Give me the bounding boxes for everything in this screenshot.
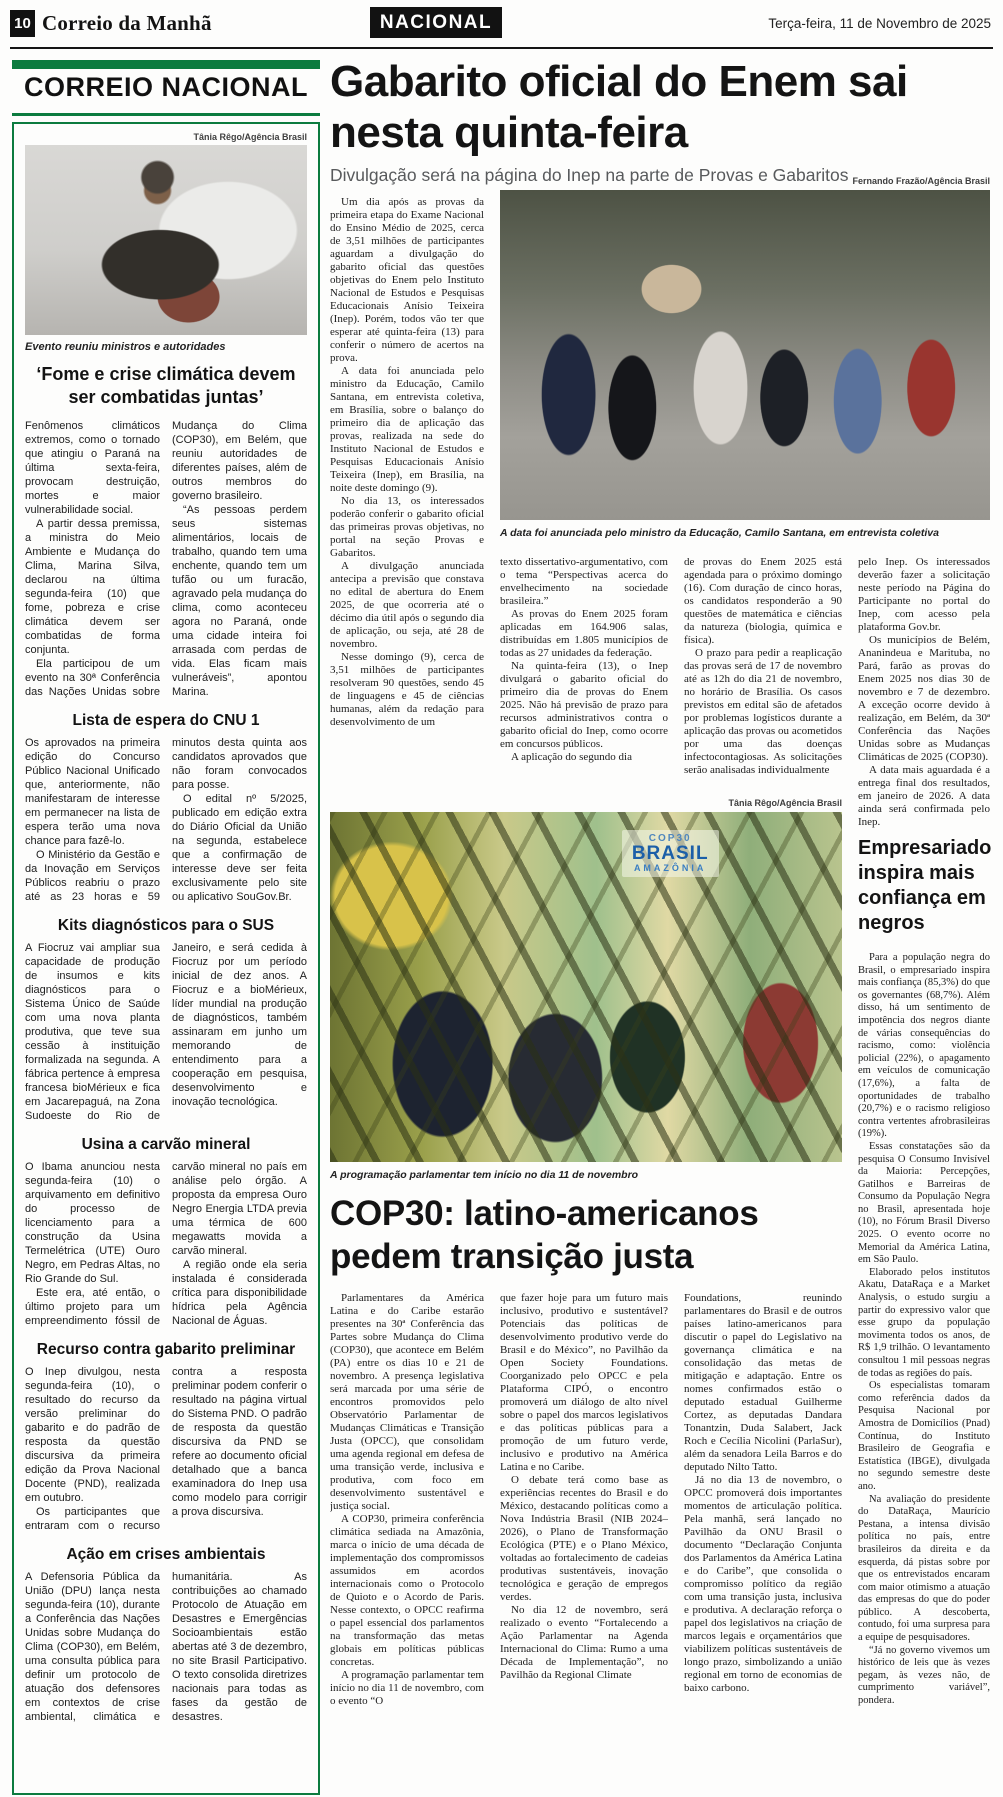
article-paragraph: O edital nº 5/2025, publicado em edição extra do Diário Oficial da União na segunda, estabelece que a confirmação de interesse deve ser feita exclusivamente pelo site ou aplicativo SouGov.Br. [172,793,307,903]
enem-column-1 [330,196,484,800]
header-rule [10,47,993,49]
article-paragraph: Este era, até então, o último projeto para um empreendimento fóssil de carvão mineral no país em análise pelo órgão. A proposta da empresa Ouro Negro Energia LTDA previa uma térmica de 600 megawatts movida a carvão mineral. [25,1161,307,1327]
newspaper-brand: Correio da Manhã [42,11,212,35]
article-paragraph: Na quinta-feira (13), o Inep divulgará o gabarito oficial do primeiro dia de provas do Enem 2025. Não há previsão de prazo para recursos administrativos contra o gabarito oficial do Inep, como ocorre em concursos públicos. [500,660,668,750]
article-paragraph: Essas constatações são da pesquisa O Consumo Invisível da Maioria: Percepções, Gatilhos e Barreiras de Consumo da População Negra no Brasil, apresentada hoje (10), no Fórum Brasil Diverso 2025. O evento ocorre no Memorial da América Latina, em São Paulo. [858,1140,990,1266]
article-paragraph: Ela participou de um evento na 30ª Conferência das Nações Unidas sobre Mudança do Clima (COP30), em Belém, que reuniu autoridades de diferentes países, além de outros membros do governo brasileiro. [25,420,307,698]
cop30-column-3 [684,1292,842,1795]
cop30-headline: COP30: latino-americanos pedem transição justa [330,1194,759,1276]
article-paragraph: O Inep divulgou, nesta segunda-feira (10), o resultado do recurso da versão preliminar do gabarito e do padrão de resposta da questão discursiva da primeira edição da Prova Nacional Docente (PND), realizada em outubro. [25,1366,160,1504]
rail-box [12,122,320,1795]
article-paragraph: Foundations, reunindo parlamentares do Brasil e de outros países latino-americanos para discutir o papel do Legislativo na governança climática e na consolidação das metas de mitigação e adaptação. Entre os nomes confirmados estão o deputado estadual Guilherme Cortez, as deputadas Dandara Tonantzin, Duda Salabert, Jack Roch e Cecília Nicolini (ParlaSur), além da senadora Leila Barros e do deputado Nilto Tatto. [684,1292,842,1473]
rail-section-heading: Ação em crises ambientais [66,1546,266,1563]
rail-green-rule [12,113,320,116]
article-paragraph: “Já no governo vivemos um histórico de leis que às vezes pegam, às vezes não, de cumprimento variável”, pondera. [858,1644,990,1707]
article-paragraph: A divulgação anunciada antecipa a previsão que constava no edital de abertura do Enem 2025, de que ocorreria até o décimo dia útil após o segundo dia de aplicação, ou seja, até 28 de novembro. [330,560,484,650]
article-paragraph: Os aprovados na primeira edição do Concurso Público Nacional Unificado que, anteriormente, não manifestaram de interesse em permanecer na lista de espera terão uma nova chance para fazê-lo. [25,737,160,847]
rail-section-text [25,736,307,904]
rail-section-text [25,1160,307,1328]
article-paragraph: Os municípios de Belém, Ananindeua e Marituba, no Pará, farão as provas do Enem 2025 nos dias 30 de novembro e 7 de dezembro. A exceção ocorre devido à realização, em Belém, da 30ª Conferência das Nações Unidas sobre as Mudanças Climáticas de 2025 (COP30). [858,634,990,763]
sign-line: COP30 [648,832,692,844]
cop30-photo [330,812,842,1162]
sign-line: BRASIL [631,843,709,864]
article-paragraph: que fazer hoje para um futuro mais inclusivo, produtivo e sustentável? Potenciais das políticas de desenvolvimento produtivo verde do Brasil e do México”, no Pavilhão da Open Society Foundations. Coorganizado pelo OPCC e pela Plataforma CIPÓ, o encontro promoverá um diálogo de alto nível sobre o papel dos marcos legislativos e das políticas públicas para a promoção de um futuro verde, inclusivo e produtivo na América Latina e no Caribe. [500,1292,668,1473]
rail-section-text [25,1365,307,1533]
article-paragraph: A Defensoria Pública da União (DPU) lança nesta segunda-feira (10), durante a Conferência das Nações Unidas sobre Mudança do Clima (COP30), em Belém, uma consulta pública para definir um protocolo de atuação dos defensores em contextos de crise ambiental, climática e humanitária. As contribuições ao chamado Protocolo de Atuação em Desastres e Emergências Socioambientais estão abertas até 3 de dezembro, no site Brasil Participativo. O texto consolida diretrizes nacionais para todas as fases da gestão de desastres. [25,1571,307,1723]
main-photo-caption: A data foi anunciada pelo ministro da Educação, Camilo Santana, em entrevista coletiva [500,527,939,539]
rail-section-text [25,1570,307,1724]
article-paragraph: O debate terá como base as experiências recentes do Brasil e do México, destacando políticas como a Nova Indústria Brasil (NIB 2024–2026), o Plano de Transformação Ecológica (PTE) e o Plano México, voltadas ao fortalecimento de cadeias produtivas sustentáveis, inovação tecnológica e geração de empregos verdes. [500,1474,668,1603]
article-paragraph: Na avaliação do presidente do DataRaça, Maurício Pestana, a intensa divisão política no país, entre brasileiros da direita e da esquerda, dá pistas sobre por que os entrevistados encaram com maior otimismo a atuação das empresas do que do poder público. A descoberta, contudo, foi uma surpresa para a equipe de pesquisadores. [858,1493,990,1644]
rail-headline: ‘Fome e crise climática devem ser combatidas juntas’ [36,364,296,407]
article-paragraph: A aplicação do segundo dia [511,751,632,763]
article-paragraph: Os participantes que entraram com o recurso contra a resposta preliminar podem conferir o resultado na página virtual do Sistema PND. O padrão de resposta da questão discursiva da PND se refere ao documento oficial detalhado que a banca examinadora do Inep usa como modelo para corrigir a prova discursiva. [25,1366,307,1532]
enem-column-4 [858,556,990,834]
empresariado-headline: Empresariado inspira mais confiança em negros [858,837,992,934]
rail-photo-caption: Evento reuniu ministros e autoridades [25,341,226,353]
article-paragraph: texto dissertativo-argumentativo, com o tema “Perspectivas acerca do envelhecimento na sociedade brasileira.” [500,556,668,607]
article-paragraph: As provas do Enem 2025 foram aplicadas em 164.906 salas, distribuídas em 1.805 municípios de todas as 27 unidades da federação. [500,608,668,659]
article-paragraph: A Fiocruz vai ampliar sua capacidade de produção de insumos e kits diagnósticos para o Sistema Único de Saúde com uma nova planta produtiva, que teve sua cessão à instituição formalizada na segunda. A fábrica pertence à empresa francesa bioMérieux e fica em Jacarepaguá, na Zona Sudoeste do Rio de Janeiro, e será cedida à Fiocruz por um período inicial de dez anos. A Fiocruz e a bioMérieux, líder mundial na produção de diagnósticos, também assinaram em junho um memorando de entendimento para a cooperação em pesquisa, desenvolvimento e inovação tecnológica. [25,942,307,1122]
article-paragraph: Para a população negra do Brasil, o empresariado inspira mais confiança (85,3%) do que os governantes (68,7%). Além disso, há um sentimento de impotência dos negros diante de várias consequências do racismo, como: violência policial (22%), o apagamento em veículos de comunicação (17,6%), a falta de oportunidades de trabalho (20,7%) e o racismo religioso contra vertentes afrobrasileiras (19%). [858,952,990,1140]
dateline: Terça-feira, 11 de Novembro de 2025 [768,16,991,31]
article-paragraph: Os especialistas tomaram como referência dados da Pesquisa Nacional por Amostra de Domicílios (Pnad) Contínua, do Instituto Brasileiro de Geografia e Estatística (IBGE), divulgada no segundo semestre deste ano. [858,1380,990,1492]
article-paragraph: O Ministério da Gestão e da Inovação em Serviços Públicos reabriu o prazo até as 23 horas e 59 minutos desta quinta aos candidatos aprovados que não foram convocados para posse. [25,737,307,903]
empresariado-body [858,952,990,1795]
article-paragraph: No dia 12 de novembro, será realizado o evento “Fortalecendo a Ação Parlamentar na Agenda Internacional do Clima: Rumo a uma Década de Implementação”, no Pavilhão da Regional Climate [500,1604,668,1681]
article-paragraph: A COP30, primeira conferência climática sediada na Amazônia, marca o início de uma década de implementação dos compromissos assumidos em acordos internacionais como o Protocolo de Quioto e o Acordo de Paris. Nesse contexto, o OPCC reafirma o papel essencial dos parlamentos na transformação das metas globais em políticas públicas concretas. [330,1513,484,1668]
main-subhead: Divulgação será na página do Inep na parte de Provas e Gabaritos [330,165,849,185]
rail-title: CORREIO NACIONAL [24,72,308,102]
cop30-column-2 [500,1292,668,1795]
article-paragraph: Elaborado pelos institutos Akatu, DataRaça e a Market Analysis, o estudo surgiu a partir do expressivo valor que esse grupo da população movimenta todos os anos, de R$ 1,9 trilhão. O levantamento consultou 1 mil pessoas negras de todas as regiões do país. [858,1266,990,1379]
rail-section-heading: Lista de espera do CNU 1 [72,712,260,729]
main-headline: Gabarito oficial do Enem sai nesta quinta-feira [330,57,908,157]
rail-green-bar [12,60,320,69]
enem-column-3 [684,556,842,796]
article-paragraph: de provas do Enem 2025 está agendada para o próximo domingo (16). Com duração de cinco horas, os candidatos responderão a 90 questões de matemática e ciências da natureza (biologia, química e física). [684,556,842,646]
rail-section-text [25,941,307,1123]
page-number: 10 [10,10,35,37]
section-label: NACIONAL [370,7,502,38]
article-paragraph: A região onde ela seria instalada é considerada crítica para disponibilidade hídrica pela Agência Nacional de Águas. [172,1259,307,1327]
article-paragraph: A partir dessa premissa, a ministra do Meio Ambiente e Mudança do Clima, Marina Silva, declarou na última segunda-feira (10) que fome, pobreza e crise climática devem ser combatidas de forma conjunta. [25,518,160,656]
article-paragraph: pelo Inep. Os interessados deverão fazer a solicitação neste período na Página do Participante no portal do Inep, com acesso pela plataforma Gov.br. [858,556,990,633]
rail-section-heading: Kits diagnósticos para o SUS [57,917,275,934]
article-paragraph: A data foi anunciada pelo ministro da Educação, Camilo Santana, em entrevista coletiva, em Brasília, sobre o balanço do primeiro dia de aplicação das provas, realizada na sede do Instituto Nacional de Estudos e Pesquisas Educacionais Anísio Teixeira (Inep), em Brasília, na noite deste domingo (9). [330,365,484,494]
enem-column-2 [500,556,668,798]
article-paragraph: No dia 13, os interessados poderão conferir o gabarito oficial das primeiras provas objetivas, no portal na seção Provas e Gabaritos. [330,495,484,559]
cop30-photo-caption: A programação parlamentar tem início no dia 11 de novembro [330,1169,639,1181]
sign-line: AMAZÔNIA [633,862,707,873]
article-paragraph: Um dia após as provas da primeira etapa do Exame Nacional do Ensino Médio de 2025, cerca de 3,51 milhões de participantes aguardam a divulgação do gabarito oficial das questões objetivas do Enem pelo Instituto Nacional de Estudos e Pesquisas Educacionais Anísio Teixeira (Inep). Porém, todos vão ter que esperar até quinta-feira (13) para conferir o número de acertos na prova. [330,196,484,364]
article-paragraph: O Ibama anunciou nesta segunda-feira (10) o arquivamento em definitivo do processo de licenciamento para a construção da Usina Termelétrica (UTE) Ouro Negro, em Pedras Altas, no Rio Grande do Sul. [25,1161,160,1285]
article-paragraph: Parlamentares da América Latina e do Caribe estarão presentes na 30ª Conferência das Partes sobre Mudança do Clima (COP30), que acontece em Belém (PA) entre os dias 10 e 21 de novembro. A presença legislativa será marcada por uma série de encontros promovidos pelo Observatório Parlamentar de Mudanças Climáticas e Transição Justa (OPCC), que consolidam uma agenda regional em defesa de uma transição verde, inclusiva e produtiva, com foco em desenvolvimento sustentável e justiça social. [330,1292,484,1512]
cop30-column-1 [330,1292,484,1795]
main-photo [500,190,990,520]
rail-photo-credit: Tânia Rêgo/Agência Brasil [193,132,307,142]
rail-photo [25,145,307,335]
article-paragraph: “As pessoas perdem seus sistemas alimentários, locais de trabalho, quando tem uma enchente, quando tem um tufão ou um furacão, agravado pela mudança do clima, como aconteceu agora no Paraná, onde uma cidade inteira foi arrasada com perdas de vida. Elas ficam mais vulneráveis”, apontou Marina. [172,504,307,698]
article-paragraph: A programação parlamentar tem início no dia 11 de novembro, com o evento “O [330,1669,484,1707]
article-paragraph: Nesse domingo (9), cerca de 3,51 milhões de participantes resolveram 90 questões, sendo 45 de linguagens e 45 de ciências humanas, além da redação para desenvolvimento de um [330,651,484,728]
cop30-venue-sign [622,830,719,878]
article-paragraph: Fenômenos climáticos extremos, como o tornado que atingiu o Paraná na última sexta-feira, provocam destruição, mortes e maior vulnerabilidade social. [25,420,160,516]
main-photo-credit: Fernando Frazão/Agência Brasil [852,176,990,186]
article-paragraph: O prazo para pedir a reaplicação das provas será de 17 de novembro até as 12h do dia 21 de novembro, no horário de Brasília. Os casos previstos em edital são de afetados por problemas logísticos durante a aplicação das provas ou acometidos por uma das doenças infectocontagiosas. As solicitações serão analisadas individualmente [684,647,842,776]
article-paragraph: Já no dia 13 de novembro, o OPCC promoverá dois importantes momentos de articulação política. Pela manhã, será lançado no Pavilhão da ONU Brasil o documento “Declaração Conjunta dos Parlamentos da América Latina e do Caribe”, que consolida o compromisso político da região com uma transição justa, inclusiva e produtiva. A declaração reforça o papel dos legislativos na criação de marcos legais e orçamentários que viabilizem políticas sustentáveis de longo prazo, simbolizando a união regional em torno de economias de baixo carbono. [684,1474,842,1694]
cop30-photo-credit: Tânia Rêgo/Agência Brasil [728,798,842,808]
rail-section-heading: Usina a carvão mineral [81,1136,251,1153]
rail-lead-text [25,419,307,699]
article-paragraph: A data mais aguardada é a entrega final dos resultados, em janeiro de 2026. A data ainda será confirmada pelo Inep. [858,764,990,828]
rail-section-heading: Recurso contra gabarito preliminar [36,1341,296,1358]
